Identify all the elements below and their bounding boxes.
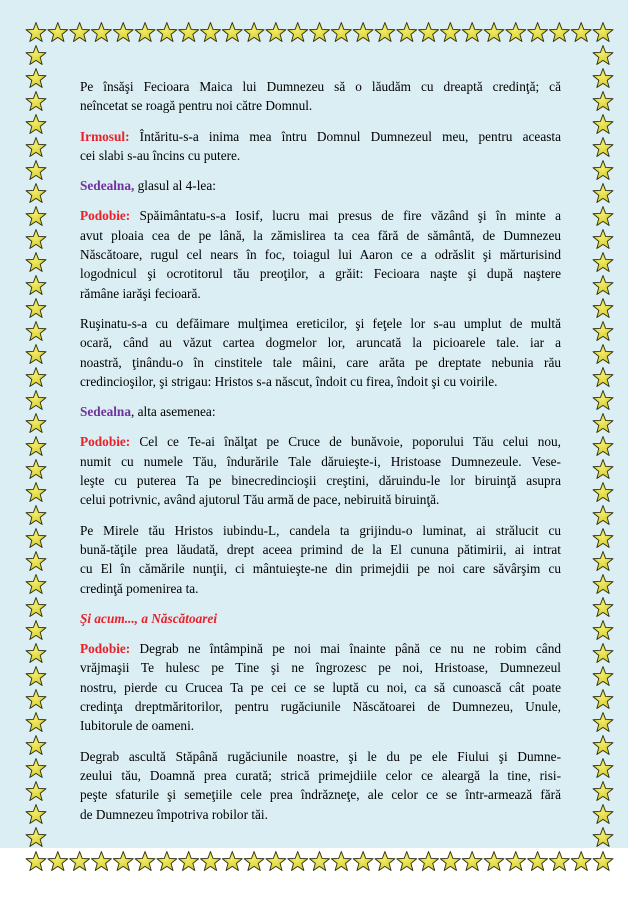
star-icon xyxy=(26,667,46,686)
star-icon xyxy=(222,852,242,871)
line-text: Degrab ne întâmpină pe noi mai înainte până ce nu ne robim când xyxy=(139,641,561,657)
text-line: bună-tăţile prea lăudată, drept aceea primind de la El cununa pătimirii, ai intrat xyxy=(80,541,561,557)
text-line: leşte cu puterea Ta pe binecredincioşii creştini, dăruindu-le lor biruinţă asupra xyxy=(80,473,561,489)
star-icon xyxy=(397,23,417,42)
text-line: de Dumnezeu împotriva robilor tăi. xyxy=(80,806,268,822)
star-icon xyxy=(26,391,46,410)
star-icon xyxy=(593,368,613,387)
text-line: noastră, ţinându-o în cinstitele tale mâini, care arăta pe dreptate nebunia rău xyxy=(80,354,561,370)
star-icon xyxy=(26,23,46,42)
star-icon xyxy=(70,852,90,871)
star-icon xyxy=(331,852,351,871)
star-icon xyxy=(70,23,90,42)
star-icon xyxy=(593,322,613,341)
star-icon xyxy=(593,667,613,686)
star-icon xyxy=(26,506,46,525)
star-icon xyxy=(26,782,46,801)
star-icon xyxy=(593,345,613,364)
star-icon xyxy=(26,368,46,387)
star-icon xyxy=(528,852,548,871)
star-icon xyxy=(462,23,482,42)
text-line: avut ploaia cea de pe lână, la zămislirea ta cea fără de sământă, de Dumnezeu xyxy=(80,227,561,243)
star-icon xyxy=(528,23,548,42)
star-icon xyxy=(113,23,133,42)
star-icon xyxy=(593,138,613,157)
star-icon xyxy=(26,184,46,203)
document-text xyxy=(80,77,561,835)
star-icon xyxy=(593,437,613,456)
star-icon xyxy=(26,161,46,180)
star-icon xyxy=(397,852,417,871)
star-icon xyxy=(353,23,373,42)
star-icon xyxy=(26,345,46,364)
section-label: Irmosul: xyxy=(80,128,130,144)
text-line xyxy=(80,176,561,195)
star-icon xyxy=(593,713,613,732)
star-icon xyxy=(593,253,613,272)
star-icon xyxy=(157,23,177,42)
text-line: vrăjmaşii Te hulesc pe Tine şi ne îngrozesc pe noi, Hristoase, Dumnezeul xyxy=(80,660,561,676)
star-icon xyxy=(26,207,46,226)
star-icon xyxy=(593,598,613,617)
star-icon xyxy=(593,690,613,709)
text-line xyxy=(80,639,561,658)
star-icon xyxy=(593,184,613,203)
paragraph xyxy=(80,77,561,116)
section-label: Sedealna, xyxy=(80,178,135,194)
text-line: ocară, când au văzut cartea dogmelor lor, aruncată la picioarele tale. iar a xyxy=(80,335,561,351)
text-line: nostru, pierde cu Crucea Ta pe cei ce se luptă cu noi, ca să cunoască cât poate xyxy=(80,679,561,695)
star-icon xyxy=(593,552,613,571)
text-line xyxy=(80,127,561,146)
star-icon xyxy=(26,414,46,433)
star-icon xyxy=(26,713,46,732)
line-text: , alta asemenea: xyxy=(130,404,216,420)
text-line: rămâne iarăşi fecioară. xyxy=(80,285,201,301)
star-icon xyxy=(419,23,439,42)
star-icon xyxy=(593,506,613,525)
section-label: Podobie: xyxy=(80,434,131,450)
star-icon xyxy=(593,414,613,433)
star-icon xyxy=(222,23,242,42)
star-icon xyxy=(419,852,439,871)
star-icon xyxy=(506,23,526,42)
star-icon xyxy=(48,23,68,42)
star-icon xyxy=(310,852,330,871)
paragraph-sedealna xyxy=(80,176,561,195)
star-icon xyxy=(593,644,613,663)
star-icon xyxy=(288,23,308,42)
star-icon xyxy=(375,23,395,42)
star-icon xyxy=(593,92,613,111)
star-icon xyxy=(26,46,46,65)
star-icon xyxy=(593,299,613,318)
star-icon xyxy=(593,23,613,42)
star-icon xyxy=(593,230,613,249)
star-icon xyxy=(375,852,395,871)
star-icon xyxy=(26,322,46,341)
star-icon xyxy=(593,207,613,226)
star-icon xyxy=(331,23,351,42)
star-icon xyxy=(593,276,613,295)
text-line xyxy=(80,432,561,451)
star-icon xyxy=(244,23,264,42)
star-icon xyxy=(26,598,46,617)
star-icon xyxy=(571,852,591,871)
star-icon xyxy=(462,852,482,871)
paragraph-irmos xyxy=(80,127,561,166)
star-icon xyxy=(26,69,46,88)
star-icon xyxy=(549,852,569,871)
paragraph-sedealna xyxy=(80,402,561,421)
line-text: Cel ce Te-ai înălţat pe Cruce de bunăvoie, poporului Tău celui nou, xyxy=(139,434,561,450)
star-icon xyxy=(26,460,46,479)
section-label: Sedealna xyxy=(80,404,131,420)
star-icon xyxy=(506,852,526,871)
star-icon xyxy=(113,852,133,871)
star-icon xyxy=(26,805,46,824)
star-icon xyxy=(26,483,46,502)
paragraph-heading xyxy=(80,609,561,628)
star-icon xyxy=(593,736,613,755)
star-icon xyxy=(48,852,68,871)
star-icon xyxy=(593,46,613,65)
star-icon xyxy=(571,23,591,42)
star-icon xyxy=(266,852,286,871)
text-line: numit cu numele Tău, îndurările Tale dăruieşte-i, Hristoase Dumnezeule. Vese- xyxy=(80,453,561,469)
star-icon xyxy=(593,575,613,594)
star-icon xyxy=(593,852,613,871)
star-icon xyxy=(26,529,46,548)
line-text: Întăritu-s-a inima mea întru Domnul Dumnezeul meu, pentru aceasta xyxy=(139,128,561,144)
star-icon xyxy=(135,23,155,42)
star-icon xyxy=(200,23,220,42)
star-icon xyxy=(593,115,613,134)
star-icon xyxy=(26,644,46,663)
star-icon xyxy=(440,23,460,42)
text-line: zeului tău, Doamnă prea curată; strică primejdiile celor ce aleargă la tine, risi- xyxy=(80,767,561,783)
paragraph-podobie xyxy=(80,639,561,735)
paragraph-podobie xyxy=(80,206,561,302)
star-icon xyxy=(179,852,199,871)
text-line xyxy=(80,206,561,225)
line-text: glasul al 4-lea: xyxy=(137,178,216,194)
star-icon xyxy=(26,621,46,640)
star-icon xyxy=(26,92,46,111)
text-line: Ruşinatu-s-a cu defăimare mulţimea ereticilor, şi feţele lor s-au umplut de multă xyxy=(80,315,561,331)
text-line: peşte sfaturile şi semeţiile cele prea îndrăzneţe, ale celor ce se într-armează fără xyxy=(80,787,561,803)
text-line: Pe Mirele tău Hristos iubindu-L, candela ta grijindu-o luminat, ai strălucit cu xyxy=(80,522,561,538)
star-icon xyxy=(26,230,46,249)
star-icon xyxy=(593,483,613,502)
paragraph xyxy=(80,747,561,824)
star-icon xyxy=(26,852,46,871)
section-heading: Şi acum..., a Născătoarei xyxy=(80,610,218,626)
star-icon xyxy=(440,852,460,871)
star-icon xyxy=(593,391,613,410)
text-line: logodnicul şi ocrotitorul tău preoţilor, a grăit: Fecioara naşte şi după naştere xyxy=(80,266,561,282)
text-line: Născătoare, rugul cel nears în foc, toiagul lui Aaron ce a odrăslit şi mărturisind xyxy=(80,247,561,263)
section-label: Podobie: xyxy=(80,641,131,657)
star-icon xyxy=(593,69,613,88)
text-line: Iubitorule de oameni. xyxy=(80,718,195,734)
star-icon xyxy=(179,23,199,42)
star-icon xyxy=(266,23,286,42)
text-line: cu El în cămările nunţii, ci mântuieşte-ne din primejdii pe noi care săvârşim cu xyxy=(80,561,561,577)
star-icon xyxy=(26,828,46,847)
paragraph xyxy=(80,314,561,391)
star-icon xyxy=(593,161,613,180)
star-icon xyxy=(353,852,373,871)
star-icon xyxy=(26,575,46,594)
star-icon xyxy=(26,552,46,571)
text-line: Pe însăşi Fecioara Maica lui Dumnezeu să o lăudăm cu dreaptă credinţă; că xyxy=(80,79,561,94)
star-icon xyxy=(244,852,264,871)
star-icon xyxy=(484,852,504,871)
star-icon xyxy=(310,23,330,42)
star-icon xyxy=(549,23,569,42)
text-line: credincioşilor, şi strigau: Hristos s-a născut, îndoit cu firea, îndoit şi cu voirile. xyxy=(80,373,498,389)
star-icon xyxy=(593,828,613,847)
paragraph-podobie xyxy=(80,432,561,509)
star-icon xyxy=(91,852,111,871)
star-icon xyxy=(135,852,155,871)
star-icon xyxy=(593,759,613,778)
star-icon xyxy=(288,852,308,871)
text-line: celui potrivnic, având ajutorul Tău armă de pace, nebiruită biruinţă. xyxy=(80,492,440,508)
star-icon xyxy=(26,690,46,709)
star-icon xyxy=(26,437,46,456)
star-icon xyxy=(26,759,46,778)
text-line: credinţă pomenirea ta. xyxy=(80,580,199,596)
star-icon xyxy=(157,852,177,871)
star-icon xyxy=(484,23,504,42)
star-icon xyxy=(91,23,111,42)
paragraph xyxy=(80,521,561,598)
star-icon xyxy=(593,805,613,824)
star-icon xyxy=(593,782,613,801)
star-icon xyxy=(26,138,46,157)
star-icon xyxy=(593,460,613,479)
star-icon xyxy=(26,299,46,318)
star-icon xyxy=(26,253,46,272)
star-icon xyxy=(200,852,220,871)
line-text: Spăimântatu-s-a Iosif, lucru mai presus de fire văzând şi în minte a xyxy=(139,208,561,224)
star-icon xyxy=(593,529,613,548)
star-icon xyxy=(593,621,613,640)
star-icon xyxy=(26,736,46,755)
text-line xyxy=(80,402,561,421)
star-icon xyxy=(26,115,46,134)
text-line: cei slabi s-au încins cu putere. xyxy=(80,147,241,163)
text-line: credinţa dreptmăritorilor, pentru rugăciunile Născătoarei de Dumnezeu, Unule, xyxy=(80,699,561,715)
section-label: Podobie: xyxy=(80,208,131,224)
star-icon xyxy=(26,276,46,295)
text-line: Degrab ascultă Stăpână rugăciunile noastre, şi le du pe ele Fiului şi Dumne- xyxy=(80,748,561,764)
text-line: neîncetat se roagă pentru noi către Domnul. xyxy=(80,98,313,114)
